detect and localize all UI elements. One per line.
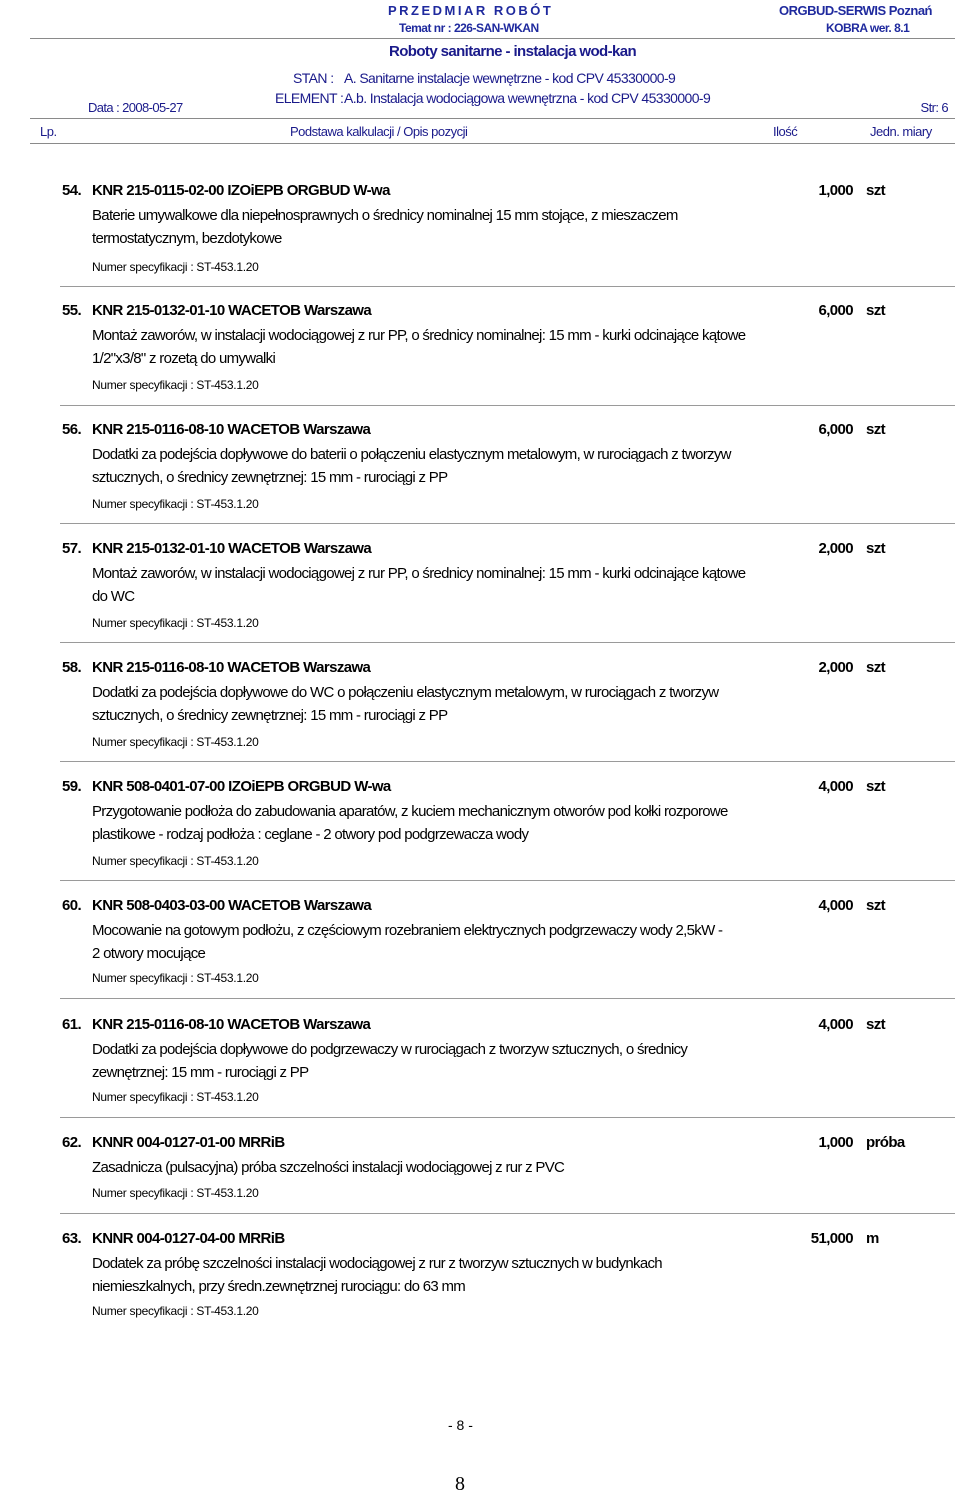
item-code: KNR 215-0116-08-10 WACETOB Warszawa (92, 421, 371, 438)
software-version: KOBRA wer. 8.1 (826, 21, 910, 35)
company-name: ORGBUD-SERWIS Poznań (779, 3, 932, 18)
item-quantity: 2,000 (818, 659, 853, 676)
description-line: Dodatki za podejścia dopływowe do WC o połączeniu elastycznym metalowym, w rurociągach z tworzyw (92, 684, 719, 701)
item-spec: Numer specyfikacji : ST-453.1.20 (92, 1090, 259, 1104)
item-number: 61. (62, 1016, 82, 1033)
description-line: termostatycznym, bezdotykowe (92, 230, 282, 247)
item-unit: szt (866, 1016, 886, 1033)
item-description (92, 919, 792, 965)
col-basis: Podstawa kalkulacji / Opis pozycji (290, 124, 468, 139)
item-separator (60, 523, 955, 524)
description-line: 1/2"x3/8" z rozetą do umywalki (92, 350, 276, 367)
item-description (92, 1156, 792, 1179)
item-spec: Numer specyfikacji : ST-453.1.20 (92, 1186, 259, 1200)
description-line: Montaż zaworów, w instalacji wodociągowej z rur PP, o średnicy nominalnej: 15 mm - kurki odcinające kątowe (92, 327, 746, 344)
item-number: 56. (62, 421, 82, 438)
item-code: KNR 508-0403-03-00 WACETOB Warszawa (92, 897, 372, 914)
description-line: 2 otwory mocujące (92, 945, 206, 962)
item-description (92, 1252, 792, 1298)
item-code: KNR 215-0132-01-10 WACETOB Warszawa (92, 540, 372, 557)
description-line: zewnętrznej: 15 mm - rurociągi z PP (92, 1064, 309, 1081)
col-qty: Ilość (773, 124, 798, 139)
item-description (92, 324, 792, 370)
header-rule-bottom (30, 143, 955, 144)
col-lp: Lp. (40, 124, 57, 139)
item-quantity: 6,000 (818, 421, 853, 438)
item-unit: szt (866, 421, 886, 438)
item-number: 57. (62, 540, 82, 557)
header-rule-top (30, 38, 955, 39)
item-unit: m (866, 1230, 879, 1247)
item-spec: Numer specyfikacji : ST-453.1.20 (92, 971, 259, 985)
description-line: Dodatki za podejścia dopływowe do baterii o połączeniu elastycznym metalowym, w rurociągach z tworzyw (92, 446, 731, 463)
item-number: 58. (62, 659, 82, 676)
item-code: KNR 215-0116-08-10 WACETOB Warszawa (92, 1016, 371, 1033)
description-line: Dodatek za próbę szczelności instalacji wodociągowej z rur z tworzyw sztucznych w budynkach (92, 1255, 662, 1272)
item-description (92, 800, 792, 846)
item-number: 54. (62, 182, 82, 199)
header-rule-mid (30, 118, 955, 119)
item-quantity: 4,000 (818, 897, 853, 914)
date: Data : 2008-05-27 (88, 100, 183, 115)
item-quantity: 6,000 (818, 302, 853, 319)
item-separator (60, 1117, 955, 1118)
description-line: Dodatki za podejścia dopływowe do podgrzewaczy w rurociągach z tworzyw sztucznych, o średnicy (92, 1041, 688, 1058)
item-code: KNR 508-0401-07-00 IZOiEPB ORGBUD W-wa (92, 778, 391, 795)
doc-title: PRZEDMIAR ROBÓT (388, 3, 554, 18)
item-unit: szt (866, 302, 886, 319)
item-number: 55. (62, 302, 82, 319)
item-unit: szt (866, 182, 886, 199)
element-label: ELEMENT : (275, 90, 344, 106)
item-quantity: 51,000 (810, 1230, 853, 1247)
item-spec: Numer specyfikacji : ST-453.1.20 (92, 1304, 259, 1318)
item-description (92, 1038, 792, 1084)
footer-page-label: - 8 - (448, 1417, 473, 1433)
item-spec: Numer specyfikacji : ST-453.1.20 (92, 735, 259, 749)
item-separator (60, 642, 955, 643)
item-spec: Numer specyfikacji : ST-453.1.20 (92, 497, 259, 511)
item-unit: szt (866, 778, 886, 795)
item-separator (60, 761, 955, 762)
item-code: KNR 215-0132-01-10 WACETOB Warszawa (92, 302, 372, 319)
item-unit: szt (866, 897, 886, 914)
item-description (92, 681, 792, 727)
description-line: do WC (92, 588, 135, 605)
item-number: 63. (62, 1230, 82, 1247)
item-quantity: 2,000 (818, 540, 853, 557)
section-title: Roboty sanitarne - instalacja wod-kan (389, 43, 637, 60)
description-line: Mocowanie na gotowym podłożu, z częściowym rozebraniem elektrycznych podgrzewaczy wody 2,5kW - (92, 922, 723, 939)
item-unit: szt (866, 659, 886, 676)
item-description (92, 443, 792, 489)
item-number: 59. (62, 778, 82, 795)
stan-label: STAN : (293, 70, 334, 86)
item-separator (60, 405, 955, 406)
item-quantity: 4,000 (818, 1016, 853, 1033)
item-quantity: 4,000 (818, 778, 853, 795)
item-unit: próba (866, 1134, 905, 1151)
item-unit: szt (866, 540, 886, 557)
item-separator (60, 998, 955, 999)
item-number: 62. (62, 1134, 82, 1151)
item-description (92, 204, 792, 250)
item-quantity: 1,000 (818, 1134, 853, 1151)
subject: Temat nr : 226-SAN-WKAN (399, 21, 539, 35)
item-number: 60. (62, 897, 82, 914)
item-description (92, 562, 792, 608)
item-separator (60, 286, 955, 287)
description-line: sztucznych, o średnicy zewnętrznej: 15 mm - rurociągi z PP (92, 707, 448, 724)
item-code: KNR 215-0116-08-10 WACETOB Warszawa (92, 659, 371, 676)
footer-page-number: 8 (455, 1473, 465, 1495)
description-line: plastikowe - rodzaj podłoża : ceglane - 2 otwory pod podgrzewacza wody (92, 826, 529, 843)
description-line: Baterie umywalkowe dla niepełnosprawnych o średnicy nominalnej 15 mm stojące, z mieszaczem (92, 207, 678, 224)
page-indicator: Str: 6 (920, 100, 948, 115)
item-separator (60, 1213, 955, 1214)
stan-value: A. Sanitarne instalacje wewnętrzne - kod CPV 45330000-9 (344, 70, 676, 86)
item-code: KNNR 004-0127-01-00 MRRiB (92, 1134, 285, 1151)
item-spec: Numer specyfikacji : ST-453.1.20 (92, 854, 259, 868)
item-code: KNR 215-0115-02-00 IZOiEPB ORGBUD W-wa (92, 182, 390, 199)
item-quantity: 1,000 (818, 182, 853, 199)
description-line: Przygotowanie podłoża do zabudowania aparatów, z kuciem mechanicznym otworów pod kołki rozporowe (92, 803, 728, 820)
item-spec: Numer specyfikacji : ST-453.1.20 (92, 260, 259, 274)
item-spec: Numer specyfikacji : ST-453.1.20 (92, 616, 259, 630)
item-code: KNNR 004-0127-04-00 MRRiB (92, 1230, 285, 1247)
col-unit: Jedn. miary (870, 124, 932, 139)
description-line: niemieszkalnych, przy średn.zewnętrznej rurociągu: do 63 mm (92, 1278, 466, 1295)
description-line: Zasadnicza (pulsacyjna) próba szczelności instalacji wodociągowej z rur z PVC (92, 1159, 565, 1176)
element-value: A.b. Instalacja wodociągowa wewnętrzna - kod CPV 45330000-9 (344, 90, 711, 106)
item-spec: Numer specyfikacji : ST-453.1.20 (92, 378, 259, 392)
description-line: Montaż zaworów, w instalacji wodociągowej z rur PP, o średnicy nominalnej: 15 mm - kurki odcinające kątowe (92, 565, 746, 582)
description-line: sztucznych, o średnicy zewnętrznej: 15 mm - rurociągi z PP (92, 469, 448, 486)
item-separator (60, 880, 955, 881)
